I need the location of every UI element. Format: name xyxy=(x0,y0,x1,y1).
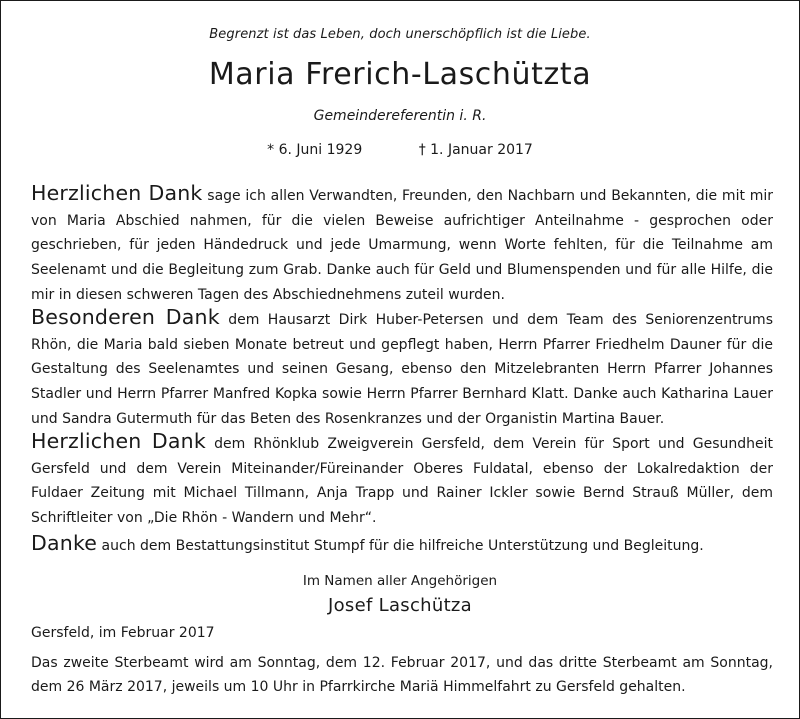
thanks-paragraph-2 xyxy=(31,305,773,432)
birth-date: * 6. Juni 1929 xyxy=(267,142,363,158)
paragraph-text: auch dem Bestattungsinstitut Stumpf für die hilfreiche Unterstützung und Begleitung. xyxy=(97,538,704,554)
death-date: † 1. Januar 2017 xyxy=(418,142,533,158)
paragraph-text: dem Rhönklub Zweigverein Gersfeld, dem Verein für Sport und Gesundheit Gersfeld und dem Verein Miteinander/Füreinander Oberes Fuldatal, ebenso der Lokalredaktion der Fuldaer Zeitung mit Michael Tillmann, Anja Trapp und Rainer Ickler sowie Bernd Strauß Müller, dem Schriftleiter von „Die Rhön - Wandern und Mehr“. xyxy=(31,436,773,527)
paragraph-text: sage ich allen Verwandten, Freunden, den Nachbarn und Bekannten, die mit mir von Maria Abschied nahmen, für die vielen Beweise aufrichtiger Anteilnahme - gesprochen oder geschrieben, für jeden Händedruck und jede Umarmung, wenn Worte fehlten, für die Teilnahme am Seelenamt und die Begleitung zum Grab. Danke auch für Geld und Blumenspenden und für alle Hilfe, die mir in diesen schweren Tagen des Abschiednehmens zuteil wurden. xyxy=(31,188,773,303)
paragraph-lead: Herzlichen Dank xyxy=(31,429,206,453)
mass-info: Das zweite Sterbeamt wird am Sonntag, dem 12. Februar 2017, und das dritte Sterbeamt am Sonntag, dem 26 März 2017, jeweils um 10 Uhr in Pfarrkirche Mariä Himmelfahrt zu Gersfeld gehalten. xyxy=(31,655,773,695)
signature-name: Josef Laschütza xyxy=(327,595,473,616)
life-dates xyxy=(1,142,799,158)
paragraph-lead: Besonderen Dank xyxy=(31,305,220,329)
signature-label: Im Namen aller Angehörigen xyxy=(302,573,498,589)
place-date: Gersfeld, im Februar 2017 xyxy=(31,625,215,641)
thanks-paragraph-1 xyxy=(31,181,773,308)
deceased-name: Maria Frerich-Laschützta xyxy=(208,57,592,92)
thanks-paragraph-3 xyxy=(31,429,773,531)
thanks-paragraph-4 xyxy=(31,531,773,559)
deceased-role: Gemeindereferentin i. R. xyxy=(313,108,487,124)
motto: Begrenzt ist das Leben, doch unerschöpflich ist die Liebe. xyxy=(209,27,591,42)
paragraph-text: dem Hausarzt Dirk Huber-Petersen und dem Team des Seniorenzentrums Rhön, die Maria bald sieben Monate betreut und gepflegt haben, Herrn Pfarrer Friedhelm Dauner für die Gestaltung des Seelenamtes und seinen Gesang, ebenso den Mitzelebranten Herrn Pfarrer Johannes Stadler und Herrn Pfarrer Manfred Kopka sowie Herrn Pfarrer Bernhard Klatt. Danke auch Katharina Lauer und Sandra Gutermuth für das Beten des Rosenkranzes und der Organistin Martina Bauer. xyxy=(31,312,773,427)
paragraph-lead: Herzlichen Dank xyxy=(31,181,203,205)
paragraph-lead: Danke xyxy=(31,531,98,555)
